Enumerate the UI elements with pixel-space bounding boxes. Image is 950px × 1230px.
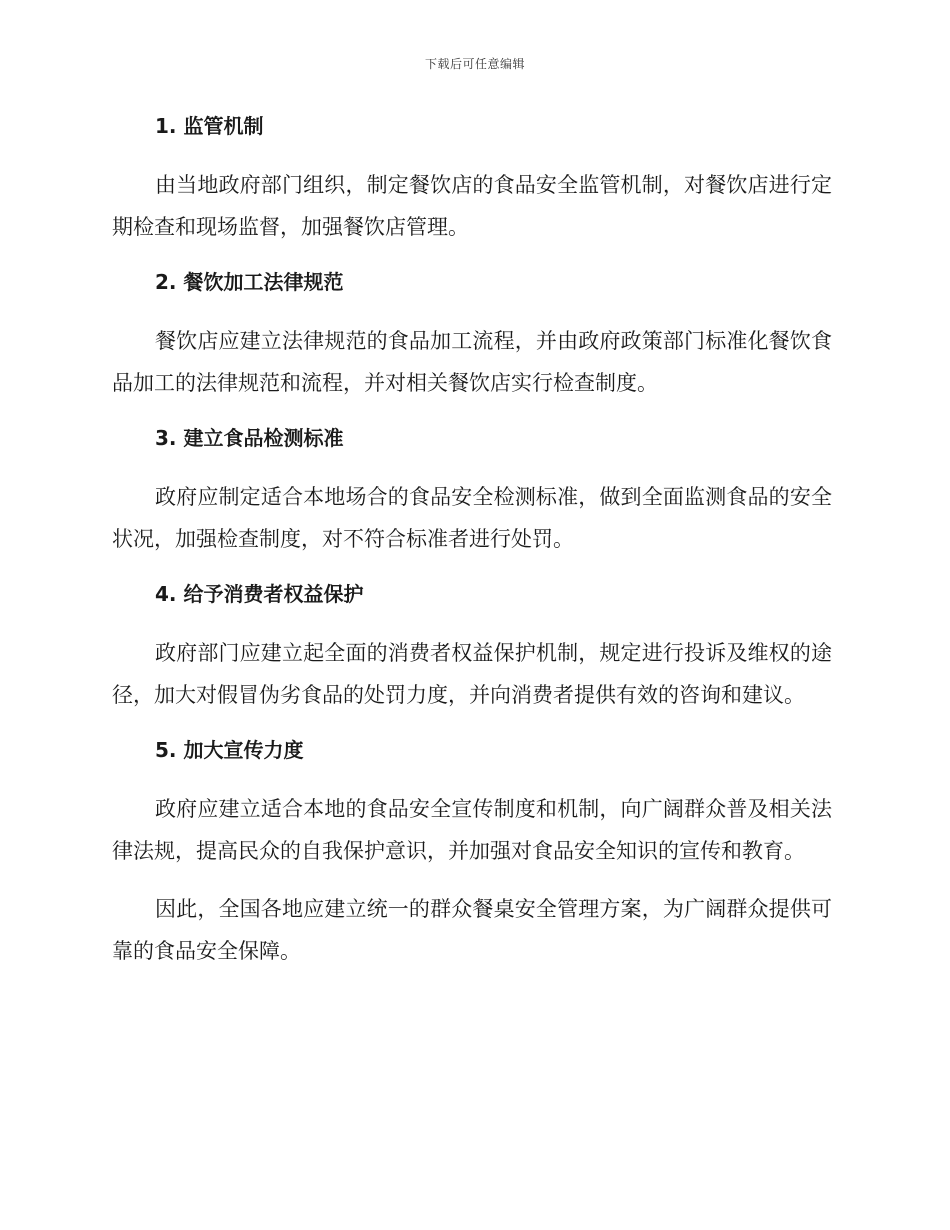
document-body bbox=[112, 108, 832, 972]
section-body-5: 政府应建立适合本地的食品安全宣传制度和机制，向广阔群众普及相关法律法规，提高民众的自我保护意识，并加强对食品安全知识的宣传和教育。 bbox=[112, 797, 832, 863]
section-body-3: 政府应制定适合本地场合的食品安全检测标准，做到全面监测食品的安全状况，加强检查制度，对不符合标准者进行处罚。 bbox=[112, 485, 832, 551]
section-body-4: 政府部门应建立起全面的消费者权益保护机制，规定进行投诉及维权的途径，加大对假冒伪劣食品的处罚力度，并向消费者提供有效的咨询和建议。 bbox=[112, 641, 832, 707]
section-body-2: 餐饮店应建立法律规范的食品加工流程，并由政府政策部门标准化餐饮食品加工的法律规范和流程，并对相关餐饮店实行检查制度。 bbox=[112, 329, 832, 395]
section-heading-5: 5. 加大宣传力度 bbox=[155, 738, 304, 762]
section-heading-1: 1. 监管机制 bbox=[155, 114, 264, 138]
page-header-note: 下载后可任意编辑 bbox=[424, 57, 525, 71]
section-heading-4: 4. 给予消费者权益保护 bbox=[155, 582, 364, 606]
section-heading-2: 2. 餐饮加工法律规范 bbox=[155, 270, 344, 294]
section-body-1: 由当地政府部门组织，制定餐饮店的食品安全监管机制，对餐饮店进行定期检查和现场监督，加强餐饮店管理。 bbox=[112, 173, 832, 239]
conclusion-paragraph: 因此，全国各地应建立统一的群众餐桌安全管理方案，为广阔群众提供可靠的食品安全保障。 bbox=[112, 897, 832, 963]
section-heading-3: 3. 建立食品检测标准 bbox=[155, 426, 344, 450]
